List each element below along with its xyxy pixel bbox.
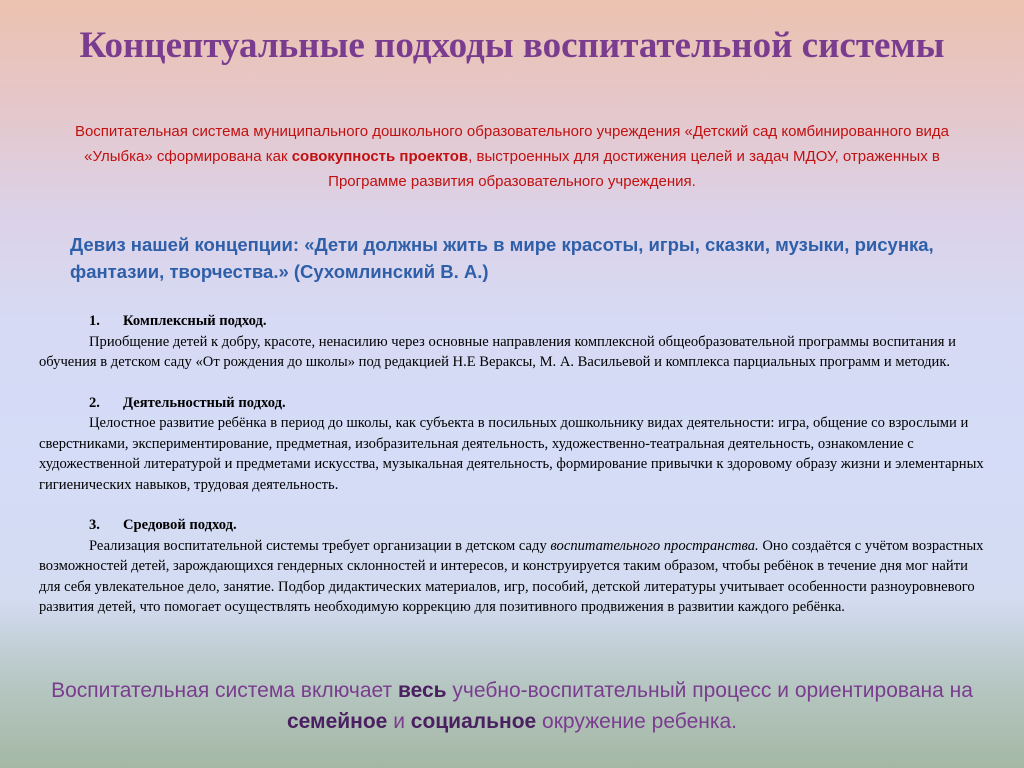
approach-title: Комплексный подход. bbox=[123, 313, 267, 329]
approach-title: Средовой подход. bbox=[123, 517, 237, 533]
motto-text: Девиз нашей концепции: «Дети должны жить в мире красоты, игры, сказки, музыки, рисунка, фантазии, творчества.» (Сухомлинский В. А.) bbox=[70, 234, 934, 282]
approach-text-main: Целостное развитие ребёнка в период до школы, как субъекта в посильных дошкольнику видах деятельности: игра, общение со взрослыми и сверстниками, экспериментирование, предметная, изобразительная деятельность, художественно-театральная деятельность, ознакомление с художественной литературой и предметами искусства, музыкальная деятельность, формирование привычки к здоровому образу жизни и элементарных гигиенических навыков, трудовая деятельность. bbox=[39, 415, 984, 493]
approaches-list bbox=[39, 311, 989, 638]
approach-item-3 bbox=[39, 515, 989, 618]
intro-paragraph bbox=[60, 119, 964, 194]
approach-description bbox=[39, 332, 989, 373]
approach-number: 1. bbox=[89, 313, 100, 329]
approach-number: 3. bbox=[89, 517, 100, 533]
approach-item-2 bbox=[39, 393, 989, 496]
approach-text-main: Реализация воспитательной системы требует организации в детском саду bbox=[89, 537, 551, 554]
approach-number: 2. bbox=[89, 394, 100, 411]
approach-description bbox=[39, 413, 989, 495]
approach-text-main: Приобщение детей к добру, красоте, ненасилию через основные направления комплексной общеобразовательной программы воспитания и обучения в детском саду «От рождения до школы» под редакцией Н.Е Вераксы, М. А. Васильевой и комплекса парциальных программ и методик. bbox=[39, 333, 956, 370]
approach-heading bbox=[39, 515, 989, 536]
approach-heading bbox=[39, 393, 989, 414]
approach-text-italic: воспитательного пространства. bbox=[550, 537, 759, 554]
outro-paragraph bbox=[40, 675, 984, 737]
approach-text-rest: Оно создаётся с учётом возрастных возможностей детей, зарождающихся гендерных склонностей и интересов, и конструируется таким образом, чтобы ребёнок в течение дня мог найти для себя увлекательное дело, занятие. Подбор дидактических материалов, игр, пособий, детской литературы учитывает особенности разноуровневого развития детей, что помогает осуществлять необходимую коррекцию для позитивного продвижения в развитии каждого ребёнка. bbox=[39, 537, 984, 615]
outro-text-3: и bbox=[387, 710, 411, 733]
outro-bold-1: весь bbox=[397, 679, 447, 702]
intro-text-start: Воспитательная система муниципального дошкольного образовательного учреждения «Детский сад комбинированного вида «Улыбка» сформирована как bbox=[74, 123, 950, 165]
approach-item-1 bbox=[39, 311, 989, 373]
outro-bold-2: семейное bbox=[286, 710, 388, 733]
outro-text-1: Воспитательная система включает bbox=[51, 679, 398, 702]
intro-bold-phrase: совокупность проектов bbox=[291, 148, 469, 165]
slide-title: Концептуальные подходы воспитательной системы bbox=[79, 25, 945, 66]
approach-description bbox=[39, 536, 989, 618]
outro-text-2: учебно-воспитательный процесс и ориентирована на bbox=[446, 679, 973, 702]
intro-text-end: , выстроенных для достижения целей и задач МДОУ, отраженных в Программе развития образовательного учреждения. bbox=[328, 148, 940, 190]
outro-bold-3: социальное bbox=[410, 710, 537, 733]
approach-title: Деятельностный подход. bbox=[123, 394, 286, 411]
outro-text-4: окружение ребенка. bbox=[536, 710, 738, 733]
approach-heading bbox=[39, 311, 989, 332]
